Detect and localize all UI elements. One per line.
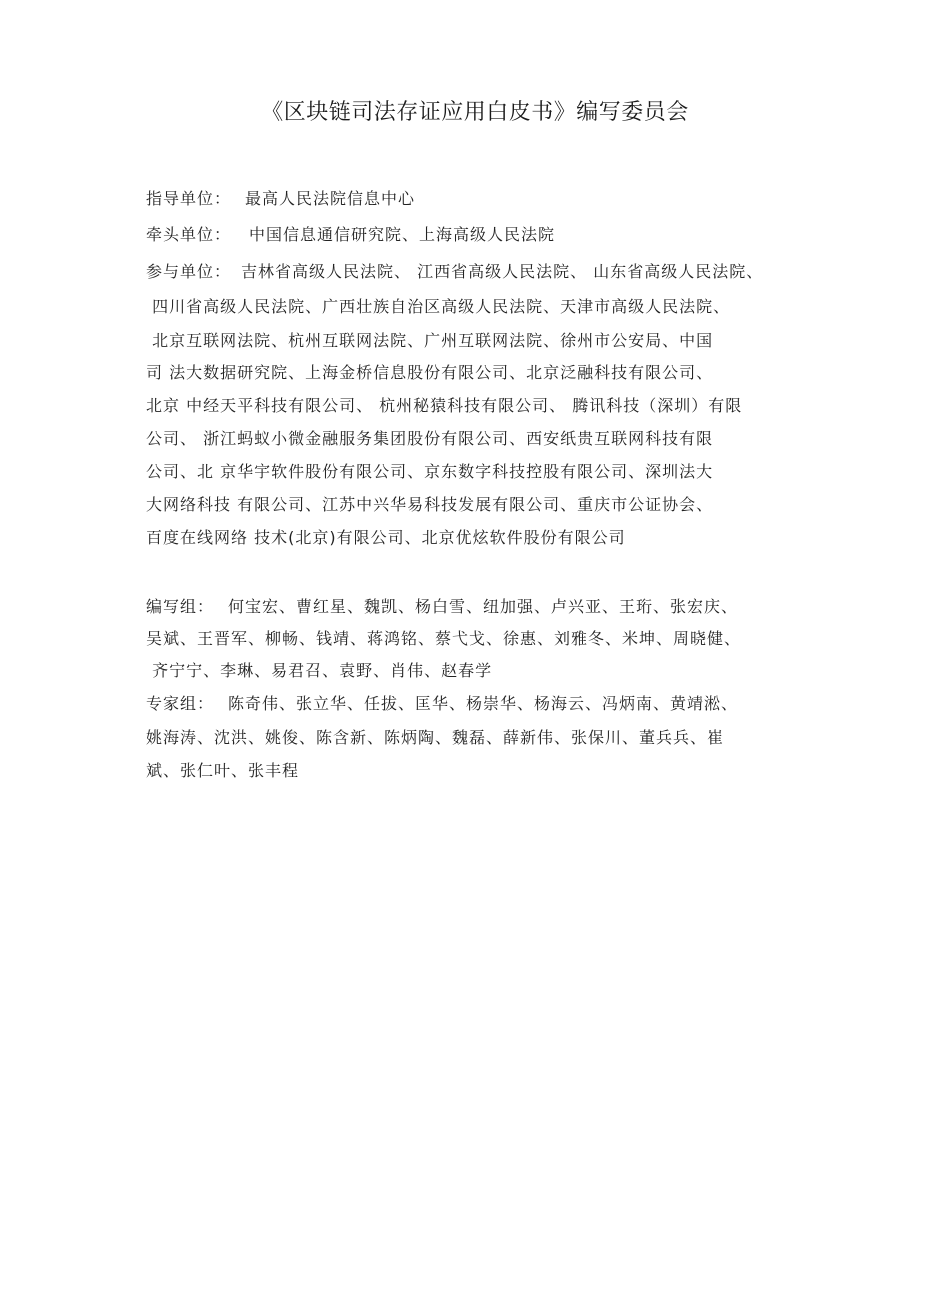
experts-label: 专家组：	[146, 694, 215, 713]
page-title: 《区块链司法存证应用白皮书》编写委员会	[261, 100, 689, 125]
writers-line-2: 齐宁宁、李琳、易君召、袁野、肖伟、赵春学	[146, 661, 493, 680]
participants-line-4: 北京 中经天平科技有限公司、 杭州秘猿科技有限公司、 腾讯科技（深圳）有限	[146, 396, 743, 415]
lead-line	[146, 224, 555, 246]
guidance-value: 最高人民法院信息中心	[245, 189, 416, 208]
experts-text-0: 陈奇伟、张立华、任拔、匡华、杨崇华、杨海云、冯炳南、黄靖淞、	[228, 694, 739, 713]
lead-label: 牵头单位：	[146, 225, 232, 244]
writers-line-0	[146, 596, 738, 618]
lead-value: 中国信息通信研究院、上海高级人民法院	[249, 225, 556, 244]
participants-text-0: 吉林省高级人民法院、 江西省高级人民法院、 山东省高级人民法院、	[241, 262, 764, 281]
participants-line-8: 百度在线网络 技术(北京)有限公司、北京优炫软件股份有限公司	[146, 528, 626, 547]
experts-line-0	[146, 693, 738, 715]
experts-line-2: 斌、张仁叶、张丰程	[146, 761, 300, 780]
guidance-line	[146, 188, 415, 210]
writers-text-0: 何宝宏、曹红星、魏凯、杨白雪、纽加强、卢兴亚、王珩、张宏庆、	[228, 597, 739, 616]
participants-line-5: 公司、 浙江蚂蚁小微金融服务集团股份有限公司、西安纸贵互联网科技有限	[146, 429, 714, 448]
writers-label: 编写组：	[146, 597, 215, 616]
writers-line-1: 吴斌、王晋军、柳畅、钱靖、蒋鸿铭、蔡弋戈、徐惠、刘雅冬、米坤、周晓健、	[146, 629, 742, 648]
participants-line-6: 公司、北 京华宇软件股份有限公司、京东数字科技控股有限公司、深圳法大	[146, 462, 714, 481]
participants-line-1: 四川省高级人民法院、广西壮族自治区高级人民法院、天津市高级人民法院、	[146, 297, 731, 316]
guidance-label: 指导单位：	[146, 189, 232, 208]
participants-line-0	[146, 261, 763, 283]
participants-line-2: 北京互联网法院、杭州互联网法院、广州互联网法院、徐州市公安局、中国	[146, 331, 714, 350]
participants-label: 参与单位：	[146, 262, 232, 281]
experts-line-1: 姚海涛、沈洪、姚俊、陈含新、陈炳陶、魏磊、薛新伟、张保川、董兵兵、崔	[146, 728, 725, 747]
participants-line-3: 司 法大数据研究院、上海金桥信息股份有限公司、北京泛融科技有限公司、	[146, 363, 714, 382]
participants-line-7: 大网络科技 有限公司、江苏中兴华易科技发展有限公司、重庆市公证协会、	[146, 495, 714, 514]
